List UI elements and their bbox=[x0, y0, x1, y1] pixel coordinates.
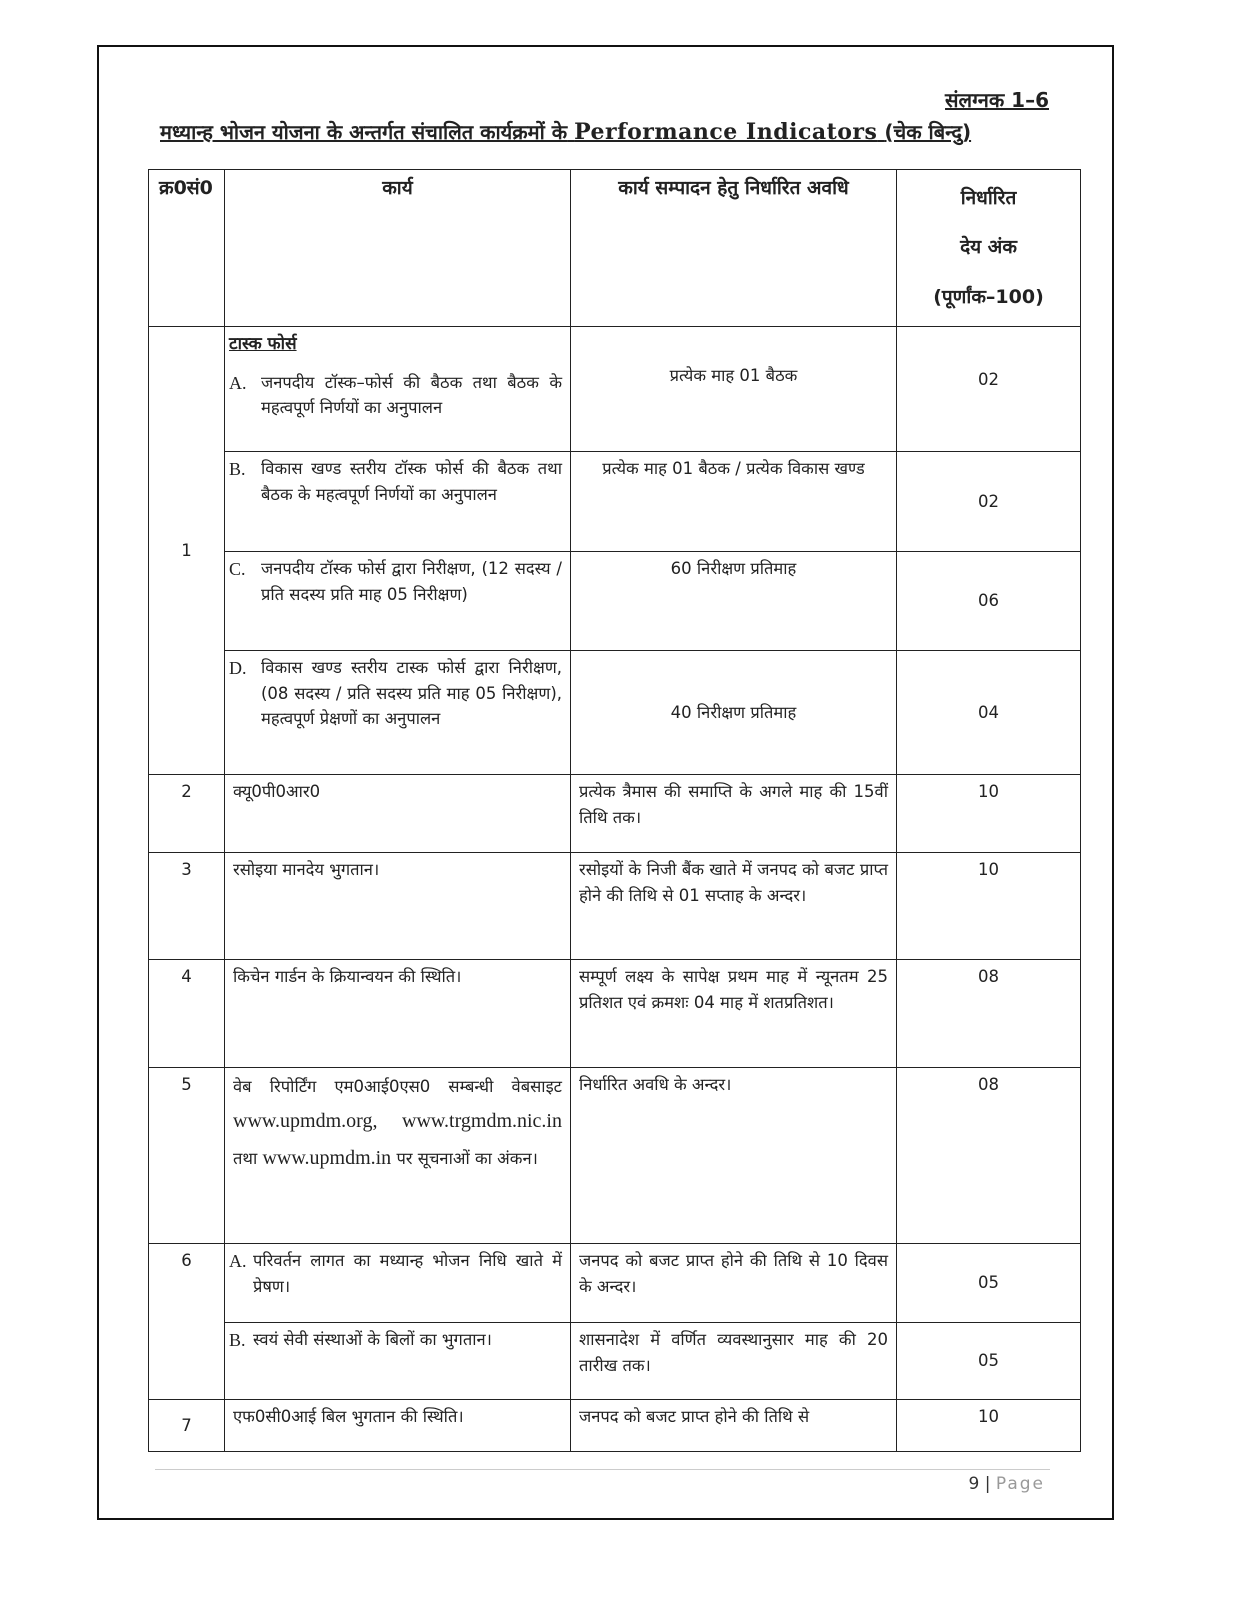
serial-cell: 3 bbox=[149, 853, 225, 960]
period-cell: सम्पूर्ण लक्ष्य के सापेक्ष प्रथम माह में न्यूनतम 25 प्रतिशत एवं क्रमशः 04 माह में शतप्रतिशत। bbox=[571, 960, 897, 1068]
period-cell: 60 निरीक्षण प्रतिमाह bbox=[571, 552, 897, 651]
header-serial: क्र0सं0 bbox=[149, 170, 225, 327]
task-text: तथा bbox=[233, 1148, 258, 1168]
table-row bbox=[149, 775, 1081, 853]
task-cell bbox=[225, 1323, 571, 1400]
marks-cell: 05 bbox=[897, 1323, 1081, 1400]
task-cell: एफ0सी0आई बिल भुगतान की स्थिति। bbox=[225, 1400, 571, 1452]
marks-cell: 04 bbox=[897, 651, 1081, 775]
table-row bbox=[149, 1244, 1081, 1323]
page-number: 9 bbox=[968, 1474, 980, 1494]
serial-cell: 7 bbox=[149, 1400, 225, 1452]
header-marks-line3: (पूर्णांक–100) bbox=[933, 285, 1044, 308]
task-text: वेब रिपोर्टिंग एम0आई0एस0 सम्बन्धी वेबसाइट bbox=[233, 1077, 562, 1097]
sub-letter: A. bbox=[229, 1251, 247, 1272]
header-marks-line1: निर्धारित bbox=[960, 187, 1017, 209]
sub-letter: B. bbox=[229, 459, 246, 480]
performance-indicators-table bbox=[148, 169, 1081, 1452]
task-cell bbox=[225, 1244, 571, 1323]
period-cell: निर्धारित अवधि के अन्दर। bbox=[571, 1068, 897, 1244]
marks-cell: 10 bbox=[897, 1400, 1081, 1452]
period-cell: जनपद को बजट प्राप्त होने की तिथि से 10 दिवस के अन्दर। bbox=[571, 1244, 897, 1323]
task-force-heading: टास्क फोर्स bbox=[229, 334, 297, 355]
period-cell: रसोइयों के निजी बैंक खाते में जनपद को बजट प्राप्त होने की तिथि से 01 सप्ताह के अन्दर। bbox=[571, 853, 897, 960]
annex-label: संलग्नक 1–6 bbox=[945, 88, 1049, 112]
sub-letter: D. bbox=[229, 658, 247, 679]
task-cell bbox=[225, 452, 571, 552]
task-cell bbox=[225, 552, 571, 651]
page-separator: | bbox=[984, 1474, 991, 1494]
task-text: स्वयं सेवी संस्थाओं के बिलों का भुगतान। bbox=[253, 1330, 492, 1350]
document-title bbox=[160, 118, 1050, 145]
task-text: परिवर्तन लागत का मध्यान्ह भोजन निधि खाते में प्रेषण। bbox=[253, 1251, 562, 1296]
serial-cell: 1 bbox=[149, 327, 225, 775]
table-row bbox=[149, 853, 1081, 960]
marks-cell: 02 bbox=[897, 452, 1081, 552]
page-footer bbox=[968, 1474, 1045, 1494]
task-cell bbox=[225, 1068, 571, 1244]
marks-cell: 06 bbox=[897, 552, 1081, 651]
table-row bbox=[149, 1400, 1081, 1452]
task-cell: क्यू0पी0आर0 bbox=[225, 775, 571, 853]
header-marks-line2: देय अंक bbox=[960, 236, 1017, 259]
table-row bbox=[149, 327, 1081, 452]
period-cell: प्रत्येक त्रैमास की समाप्ति के अगले माह की 15वीं तिथि तक। bbox=[571, 775, 897, 853]
serial-cell: 5 bbox=[149, 1068, 225, 1244]
website-link[interactable]: www.upmdm.org, bbox=[233, 1109, 378, 1132]
title-suffix: (चेक बिन्दु) bbox=[884, 120, 972, 144]
sub-letter: A. bbox=[229, 372, 247, 393]
table-row bbox=[149, 1323, 1081, 1400]
page-label: Page bbox=[995, 1474, 1045, 1494]
task-cell bbox=[225, 651, 571, 775]
table-row bbox=[149, 552, 1081, 651]
table-row bbox=[149, 452, 1081, 552]
task-text: पर सूचनाओं का अंकन। bbox=[396, 1148, 538, 1168]
table-row bbox=[149, 651, 1081, 775]
sub-letter: C. bbox=[229, 559, 246, 580]
task-text: जनपदीय टॉस्क–फोर्स की बैठक तथा बैठक के महत्वपूर्ण निर्णयों का अनुपालन bbox=[261, 372, 562, 418]
task-text: विकास खण्ड स्तरीय टॉस्क फोर्स की बैठक तथा बैठक के महत्वपूर्ण निर्णयों का अनुपालन bbox=[261, 459, 562, 504]
website-link[interactable]: www.upmdm.in bbox=[262, 1146, 392, 1169]
serial-cell: 4 bbox=[149, 960, 225, 1068]
task-text: जनपदीय टॉस्क फोर्स द्वारा निरीक्षण, (12 सदस्य / प्रति सदस्य प्रति माह 05 निरीक्षण) bbox=[261, 559, 562, 604]
table-row bbox=[149, 960, 1081, 1068]
task-cell bbox=[225, 327, 571, 452]
period-cell: शासनादेश में वर्णित व्यवस्थानुसार माह की 20 तारीख तक। bbox=[571, 1323, 897, 1400]
period-cell: प्रत्येक माह 01 बैठक / प्रत्येक विकास खण्ड bbox=[571, 452, 897, 552]
marks-cell: 10 bbox=[897, 775, 1081, 853]
marks-cell: 05 bbox=[897, 1244, 1081, 1323]
table-header-row bbox=[149, 170, 1081, 327]
period-cell: 40 निरीक्षण प्रतिमाह bbox=[571, 651, 897, 775]
marks-cell: 02 bbox=[897, 327, 1081, 452]
title-english: Performance Indicators bbox=[574, 119, 878, 145]
header-marks bbox=[897, 170, 1081, 327]
header-period: कार्य सम्पादन हेतु निर्धारित अवधि bbox=[571, 170, 897, 327]
website-link[interactable]: www.trgmdm.nic.in bbox=[402, 1109, 562, 1132]
header-task: कार्य bbox=[225, 170, 571, 327]
serial-cell: 2 bbox=[149, 775, 225, 853]
period-cell: जनपद को बजट प्राप्त होने की तिथि से bbox=[571, 1400, 897, 1452]
task-cell: किचेन गार्डन के क्रियान्वयन की स्थिति। bbox=[225, 960, 571, 1068]
footer-divider bbox=[155, 1469, 1050, 1470]
title-hindi: मध्यान्ह भोजन योजना के अन्तर्गत संचालित कार्यक्रमों के bbox=[160, 120, 568, 144]
marks-cell: 08 bbox=[897, 960, 1081, 1068]
marks-cell: 10 bbox=[897, 853, 1081, 960]
serial-cell: 6 bbox=[149, 1244, 225, 1400]
sub-letter: B. bbox=[229, 1330, 246, 1351]
marks-cell: 08 bbox=[897, 1068, 1081, 1244]
task-text: विकास खण्ड स्तरीय टास्क फोर्स द्वारा निरीक्षण, (08 सदस्य / प्रति सदस्य प्रति माह 05 निरीक्षण), महत्वपूर्ण प्रेक्षणों का अनुपालन bbox=[261, 658, 562, 729]
table-row bbox=[149, 1068, 1081, 1244]
period-cell: प्रत्येक माह 01 बैठक bbox=[571, 327, 897, 452]
task-cell: रसोइया मानदेय भुगतान। bbox=[225, 853, 571, 960]
